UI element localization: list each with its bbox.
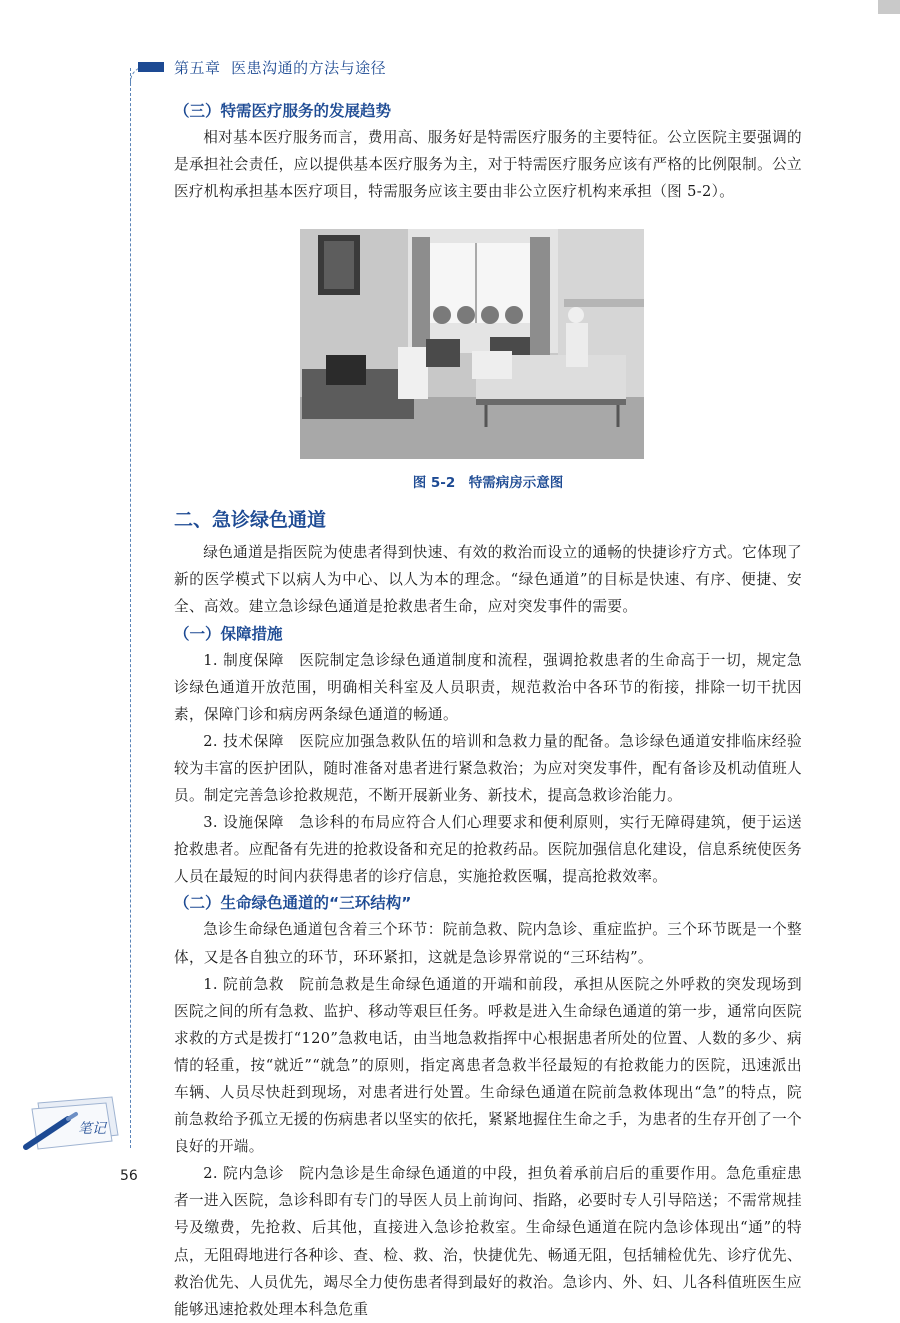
list-paragraph: 1. 院前急救 院前急救是生命绿色通道的开端和前段，承担从医院之外呼救的突发现场到医院之间的所有急救、监护、移动等艰巨任务。呼救是进入生命绿色通道的第一步，通常向医院求救的方式是拨打“120”急救电话，由当地急救指挥中心根据患者所处的位置、人数的多少、病情的轻重，按“就近”“就急”的原则，指定离患者急救半径最短的有抢救能力的医院，迅速派出车辆、人员尽快赶到现场，对患者进行处置。生命绿色通道在院前急救体现出“急”的特点，院前急救给予孤立无援的伤病患者以坚实的依托，紧紧地握住生命之手，为患者的生存开创了一个良好的开端。	[174, 975, 802, 1156]
margin-dashed-rule	[130, 68, 131, 1148]
chapter-header	[174, 57, 386, 78]
list-paragraph: 1. 制度保障 医院制定急诊绿色通道制度和流程，强调抢救患者的生命高于一切，规定急诊绿色通道开放范围，明确相关科室及人员职责，规范救治中各环节的衔接，排除一切干扰因素，保障门诊和病房两条绿色通道的畅通。	[174, 651, 802, 723]
section-heading: 二、急诊绿色通道	[174, 509, 327, 532]
chapter-title: 医患沟通的方法与途径	[231, 59, 387, 77]
ward-photo	[300, 229, 644, 459]
page-content	[174, 98, 802, 1323]
figure-caption: 图 5-2 特需病房示意图	[412, 475, 564, 492]
figure	[174, 229, 802, 501]
subsection-heading: （二）生命绿色通道的“三环结构”	[174, 894, 412, 913]
paragraph: 相对基本医疗服务而言，费用高、服务好是特需医疗服务的主要特征。公立医院主要强调的是承担社会责任，应以提供基本医疗服务为主，对于特需医疗服务应该有严格的比例限制。公立医疗机构承担基本医疗项目，特需服务应该主要由非公立医疗机构来承担（图 5-2）。	[174, 129, 802, 201]
list-paragraph: 2. 院内急诊 院内急诊是生命绿色通道的中段，担负着承前启后的重要作用。急危重症患者一进入医院，急诊科即有专门的导医人员上前询问、指路，必要时专人引导陪送；不需常规挂号及缴费，先抢救、后其他，直接进入急诊抢救室。生命绿色通道在院内急诊体现出“通”的特点，无阻碍地进行各种诊、查、检、救、治，快捷优先、畅通无阻，包括辅检优先、诊疗优先、救治优先、人员优先，竭尽全力使伤患者得到最好的救治。急诊内、外、妇、儿各科值班医生应能够迅速抢救处理本科急危重	[174, 1165, 802, 1318]
notes-label: 笔记	[78, 1121, 106, 1137]
page-number: 56	[120, 1168, 138, 1184]
subsection-heading: （三）特需医疗服务的发展趋势	[174, 102, 392, 120]
chapter-number: 第五章	[174, 59, 221, 77]
paragraph: 急诊生命绿色通道包含着三个环节：院前急救、院内急诊、重症监护。三个环节既是一个整体，又是各自独立的环节，环环紧扣，这就是急诊界常说的“三环结构”。	[174, 921, 802, 966]
subsection-heading: （一）保障措施	[174, 624, 283, 643]
chapter-header-bar	[138, 62, 164, 72]
paragraph: 绿色通道是指医院为使患者得到快速、有效的救治而设立的通畅的快捷诊疗方式。它体现了新的医学模式下以病人为中心、以人为本的理念。“绿色通道”的目标是快速、有序、便捷、安全、高效。建立急诊绿色通道是抢救患者生命，应对突发事件的需要。	[174, 544, 802, 616]
notes-badge	[20, 1093, 125, 1155]
list-paragraph: 3. 设施保障 急诊科的布局应符合人们心理要求和便利原则，实行无障碍建筑，便于运送抢救患者。应配备有先进的抢救设备和充足的抢救药品。医院加强信息化建设，信息系统使医务人员在最短的时间内获得患者的诊疗信息，实施抢救医嘱，提高抢救效率。	[174, 814, 802, 886]
list-paragraph: 2. 技术保障 医院应加强急救队伍的培训和急救力量的配备。急诊绿色通道安排临床经验较为丰富的医护团队，随时准备对患者进行紧急救治；为应对突发事件，配有备诊及机动值班人员。制定完善急诊抢救规范，不断开展新业务、新技术，提高急救诊治能力。	[174, 732, 802, 805]
page-corner-mark	[878, 0, 900, 14]
